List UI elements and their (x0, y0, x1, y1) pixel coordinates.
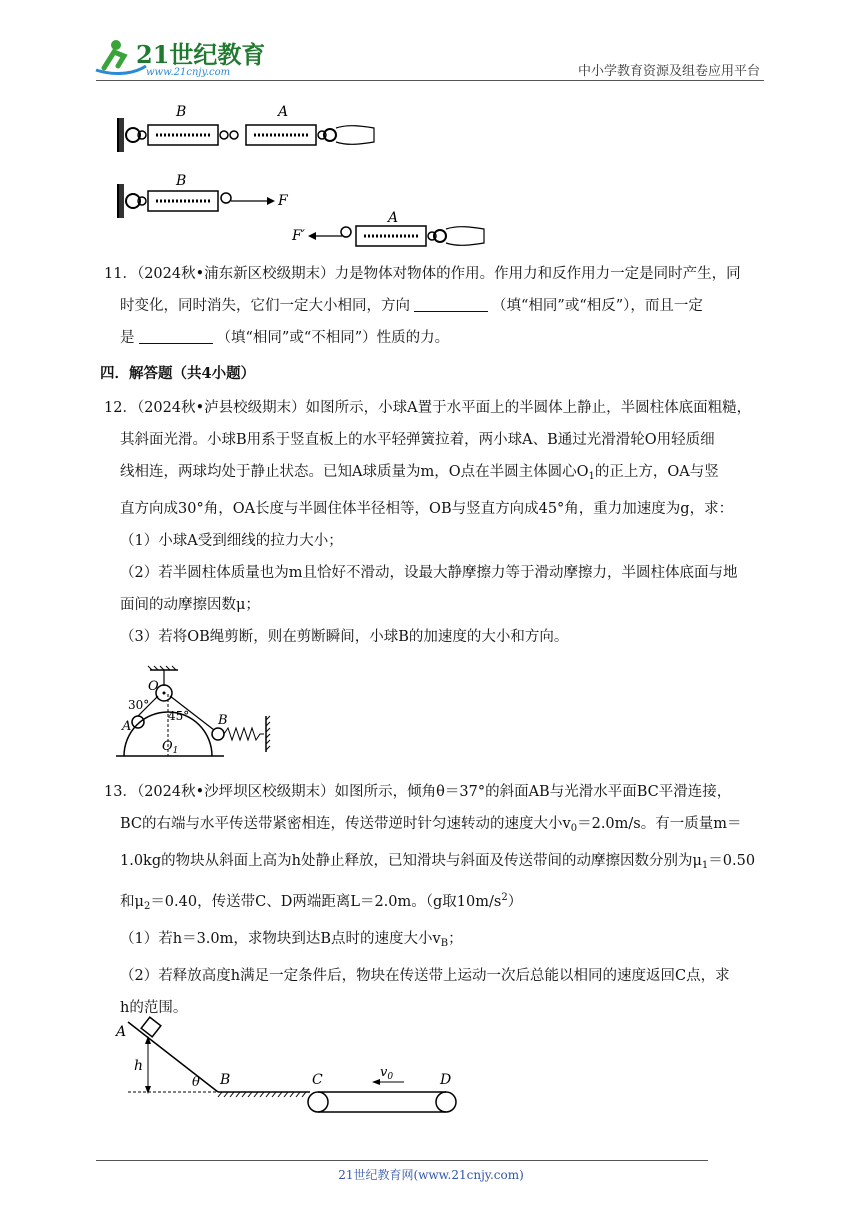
q12-source: （2024秋•泸县校级期末） (136, 400, 306, 416)
q11-source: （2024秋•浦东新区校级期末） (136, 266, 335, 282)
q12-part3: （3）若将OB绳剪断，则在剪断瞬间，小球B的加速度的大小和方向。 (120, 629, 569, 645)
q13-line3a: 1.0kg的物块从斜面上高为h处静止释放，已知滑块与斜面及传送带间的动摩擦因数分别为μ (120, 853, 702, 869)
q13-line2-sub: 0 (570, 823, 578, 834)
velocity-v0-label: $v_0$ (380, 1065, 394, 1082)
spring-scale-figure (112, 98, 492, 250)
height-h-label: h (134, 1058, 144, 1074)
q13-number: 13． (104, 784, 137, 800)
ball-a-label: A (122, 719, 132, 734)
q12-part2a: （2）若半圆柱体质量也为m且恰好不滑动，设最大静摩擦力等于滑动摩擦力，半圆柱体底面与地 (120, 565, 738, 581)
point-d-label: D (440, 1072, 452, 1088)
q13-line3-sub: 1 (701, 860, 709, 871)
point-c-label: C (312, 1072, 323, 1088)
q12-line2: 其斜面光滑。小球B用系于竖直板上的水平轻弹簧拉着，两小球A、B通过光滑滑轮O用轻质细 (120, 432, 715, 448)
label-f-prime: F′ (292, 228, 305, 244)
label-b-row2: B (176, 173, 187, 189)
incline-conveyor-figure (114, 1014, 464, 1114)
header-platform-title: 中小学教育资源及组卷应用平台 (577, 64, 760, 79)
ball-b-label: B (218, 713, 228, 728)
q11-text-line3b: （填“相同”或“不相同”）性质的力。 (216, 330, 450, 346)
q12-number: 12． (104, 400, 137, 416)
q13-part2b: h的范围。 (120, 1000, 188, 1016)
footer-link[interactable]: 21世纪教育网(www.21cnjy.com) (338, 1168, 524, 1182)
q13-line4a: 和μ (120, 894, 144, 910)
q12-line1: 如图所示，小球A置于水平面上的半圆体上静止，半圆柱体底面粗糙， (305, 400, 752, 416)
angle-30-label: 30° (128, 698, 150, 712)
question-12 (100, 392, 766, 653)
q13-line2b: ＝2.0m/s。有一质量m＝ (577, 816, 742, 832)
q13-line3b: ＝0.50 (708, 853, 756, 869)
header-divider (96, 80, 764, 81)
q13-part1-sub: B (440, 938, 449, 949)
q11-number: 11． (104, 266, 137, 282)
q12-line3: 线相连，两球均处于静止状态。已知A球质量为m，O点在半圆主体圆心O (120, 464, 589, 480)
question-11 (100, 258, 766, 354)
q13-line1: 如图所示，倾角θ＝37°的斜面AB与光滑水平面BC平滑连接， (334, 784, 732, 800)
q13-part1b: ； (448, 931, 463, 947)
q12-part2b: 面间的动摩擦因数μ； (120, 597, 260, 613)
q11-answer-blank-1[interactable] (414, 297, 488, 312)
label-a-row1: A (278, 104, 289, 120)
q13-line4-sub: 2 (143, 901, 151, 912)
question-13 (100, 776, 766, 1024)
q11-answer-blank-2[interactable] (139, 329, 213, 344)
q13-line4b: ＝0.40，传送带C、D两端距离L＝2.0m。（g取10m/s (150, 894, 502, 910)
q13-line4-sup: 2 (501, 892, 508, 903)
q13-source: （2024秋•沙坪坝区校级期末） (136, 784, 335, 800)
q11-text-line1: 力是物体对物体的作用。作用力和反作用力一定是同时产生，同 (334, 266, 741, 282)
q13-line4c: ） (507, 894, 523, 910)
q11-text-line2b: （填“相同”或“相反”），而且一定 (492, 298, 703, 314)
q12-line3-end: 的正上方，OA与竖 (594, 464, 719, 480)
q11-text-line3a: 是 (120, 330, 135, 346)
q13-part2a: （2）若释放高度h满足一定条件后，物块在传送带上运动一次后总能以相同的速度返回C点，求 (120, 968, 730, 984)
angle-45-label: 45° (168, 709, 190, 723)
label-a-row3: A (388, 210, 399, 226)
point-b-label: B (220, 1072, 231, 1088)
q12-line4: 直方向成30°角，OA长度与半圆住体半径相等，OB与竖直方向成45°角，重力加速度为g，求： (120, 501, 734, 517)
footer-divider (96, 1160, 708, 1161)
theta-label: θ (192, 1075, 200, 1090)
q12-line3-sub: 1 (588, 471, 595, 482)
pulley-figure (114, 664, 284, 764)
pulley-label-o: O (148, 679, 159, 694)
label-b-row1: B (176, 104, 187, 120)
logo-text: 21世纪教育 (136, 40, 264, 69)
site-logo (94, 36, 264, 78)
label-f: F (278, 193, 288, 209)
q12-part1: （1）小球A受到细线的拉力大小； (120, 533, 343, 549)
point-a-label: A (116, 1024, 127, 1040)
center-o1-label: $O_1$ (162, 739, 179, 756)
section-title: 四．解答题（共4小题） (100, 365, 256, 382)
q13-line2a: BC的右端与水平传送带紧密相连，传送带逆时针匀速转动的速度大小v (120, 816, 571, 832)
q11-text-line2a: 时变化，同时消失，它们一定大小相同，方向 (120, 298, 410, 314)
logo-url: www.21cnjy.com (146, 67, 231, 78)
q13-part1a: （1）若h＝3.0m，求物块到达B点时的速度大小v (120, 931, 441, 947)
